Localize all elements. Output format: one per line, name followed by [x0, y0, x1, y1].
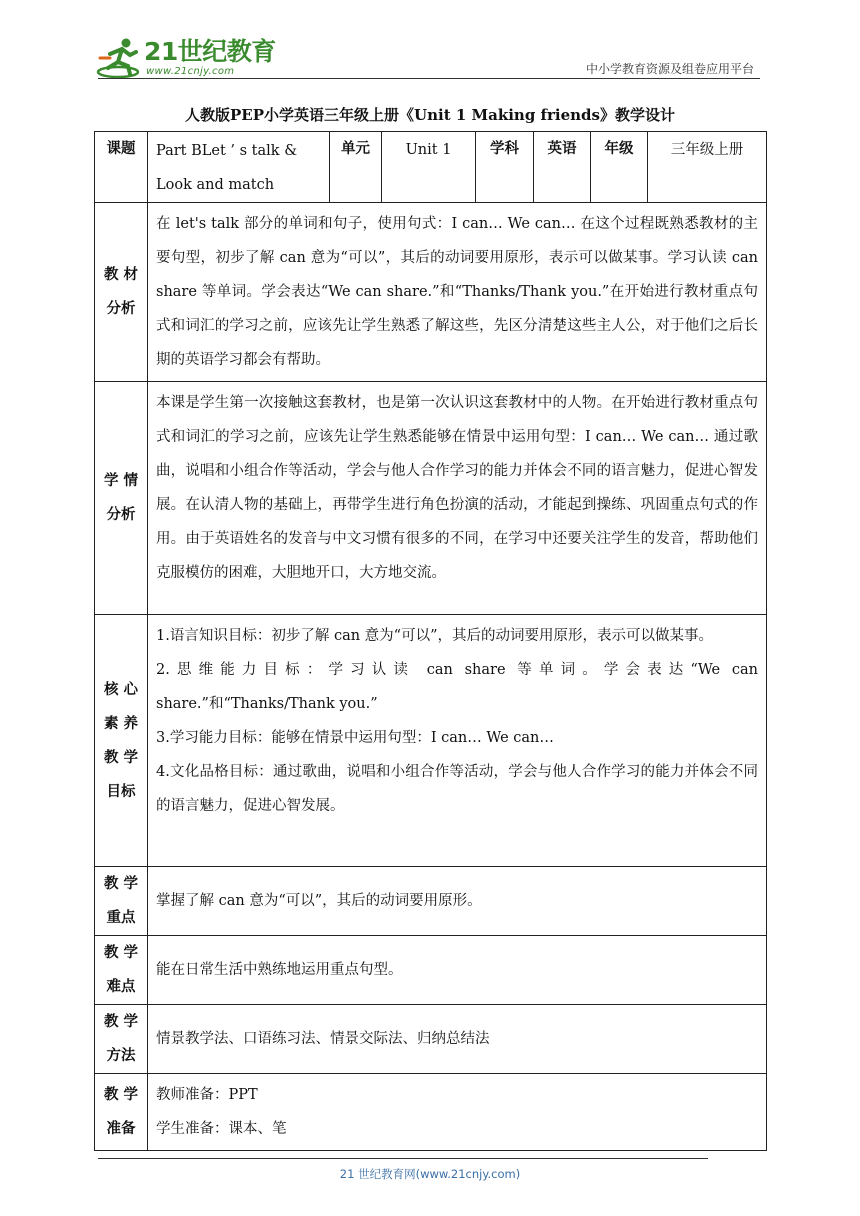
unit-value: Unit 1 [382, 132, 476, 203]
header-divider [98, 78, 760, 79]
textbook-analysis-text: 在 let's talk 部分的单词和句子，使用句式：I can… We can… 在这个过程既熟悉教材的主要句型，初步了解 can 意为“可以”，其后的动词要用原形，表示可以做某事。学习认读 can share 等单词。学会表达“We can share.”和“Thanks/Thank you.”在开始进行教材重点句式和词汇的学习之前，应该先让学生熟悉了解这些，先区分清楚这些主人公，对于他们之后长期的英语学习都会有帮助。 [148, 203, 767, 382]
core-goals-label-line-3: 教 学 [103, 748, 139, 766]
difficulties-label-2: 难点 [106, 978, 136, 995]
logo-main-text: 21世纪教育 [144, 37, 276, 66]
preparation-label-1: 教 学 [103, 1086, 139, 1103]
textbook-analysis-label-text: 教 材 [103, 266, 139, 283]
core-goals-label-line-4: 目标 [106, 782, 136, 800]
preparation-row [95, 1074, 767, 1151]
goal-item-language: 1.语言知识目标：初步了解 can 意为“可以”，其后的动词要用原形，表示可以做某事。 [156, 628, 713, 644]
key-points-label [95, 867, 148, 936]
preparation-label-2: 准备 [106, 1120, 136, 1137]
core-goals-list [148, 615, 767, 867]
textbook-analysis-label-text-2: 分析 [106, 300, 136, 317]
difficulties-label [95, 936, 148, 1005]
key-points-row [95, 867, 767, 936]
difficulties-label-1: 教 学 [103, 944, 139, 961]
core-goals-row [95, 615, 767, 867]
key-points-text: 掌握了解 can 意为“可以”，其后的动词要用原形。 [148, 867, 767, 936]
methods-label [95, 1005, 148, 1074]
platform-name: 中小学教育资源及组卷应用平台 [585, 62, 754, 76]
core-goals-label-line-2: 素 养 [103, 714, 139, 732]
methods-label-2: 方法 [106, 1047, 136, 1064]
info-row [95, 132, 767, 203]
methods-text: 情景教学法、口语练习法、情景交际法、归纳总结法 [148, 1005, 767, 1074]
logo-url-text: www.21cnjy.com [146, 66, 235, 77]
goal-item-culture: 4.文化品格目标：通过歌曲，说唱和小组合作等活动，学会与他人合作学习的能力并体会不同的语言魅力，促进心智发展。 [156, 764, 758, 814]
key-points-label-1: 教 学 [103, 875, 139, 892]
subject-value: 英语 [534, 132, 591, 203]
difficulties-row [95, 936, 767, 1005]
grade-value: 三年级上册 [648, 132, 767, 203]
student-analysis-label [95, 382, 148, 615]
methods-label-1: 教 学 [103, 1013, 139, 1030]
lesson-plan-table [94, 131, 767, 1151]
student-analysis-label-text: 学 情 [103, 472, 139, 489]
runner-logo-icon [96, 36, 144, 80]
footer-divider [98, 1158, 708, 1159]
difficulties-text: 能在日常生活中熟练地运用重点句型。 [148, 936, 767, 1005]
student-analysis-text: 本课是学生第一次接触这套教材，也是第一次认识这套教材中的人物。在开始进行教材重点句式和词汇的学习之前，应该先让学生熟悉能够在情景中运用句型：I can… We can… 通过歌曲，说唱和小组合作等活动，学会与他人合作学习的能力并体会不同的语言魅力，促进心智发展。在认清人物的基础上，再带学生进行角色扮演的活动，才能起到操练、巩固重点句式的作用。由于英语姓名的发音与中文习惯有很多的不同，在学习中还要关注学生的发音，帮助他们克服模仿的困难，大胆地开口，大方地交流。 [148, 382, 767, 615]
goal-item-thinking: 2.思维能力目标：学习认读 can share 等单词。学会表达“We can share.”和“Thanks/Thank you.” [156, 662, 758, 712]
footer-site-link[interactable]: 21 世纪教育网(www.21cnjy.com) [339, 1167, 521, 1181]
textbook-analysis-row [95, 203, 767, 382]
topic-label: 课题 [95, 132, 148, 203]
student-analysis-label-text-2: 分析 [106, 506, 136, 523]
preparation-list [148, 1074, 767, 1151]
subject-label: 学科 [476, 132, 534, 203]
topic-value: Part BLet ’ s talk & Look and match [148, 132, 330, 203]
core-goals-label [95, 615, 148, 867]
textbook-analysis-label [95, 203, 148, 382]
document-title: 人教版PEP小学英语三年级上册《Unit 1 Making friends》教学设计 [185, 106, 675, 124]
preparation-label [95, 1074, 148, 1151]
student-analysis-row [95, 382, 767, 615]
grade-label: 年级 [591, 132, 648, 203]
unit-label: 单元 [330, 132, 382, 203]
key-points-label-2: 重点 [106, 909, 136, 926]
site-logo [96, 36, 276, 82]
teacher-preparation: 教师准备：PPT [156, 1087, 258, 1103]
goal-item-learning: 3.学习能力目标：能够在情景中运用句型：I can… We can… [156, 730, 554, 746]
methods-row [95, 1005, 767, 1074]
student-preparation: 学生准备：课本、笔 [156, 1121, 287, 1137]
core-goals-label-line-1: 核 心 [103, 680, 139, 698]
